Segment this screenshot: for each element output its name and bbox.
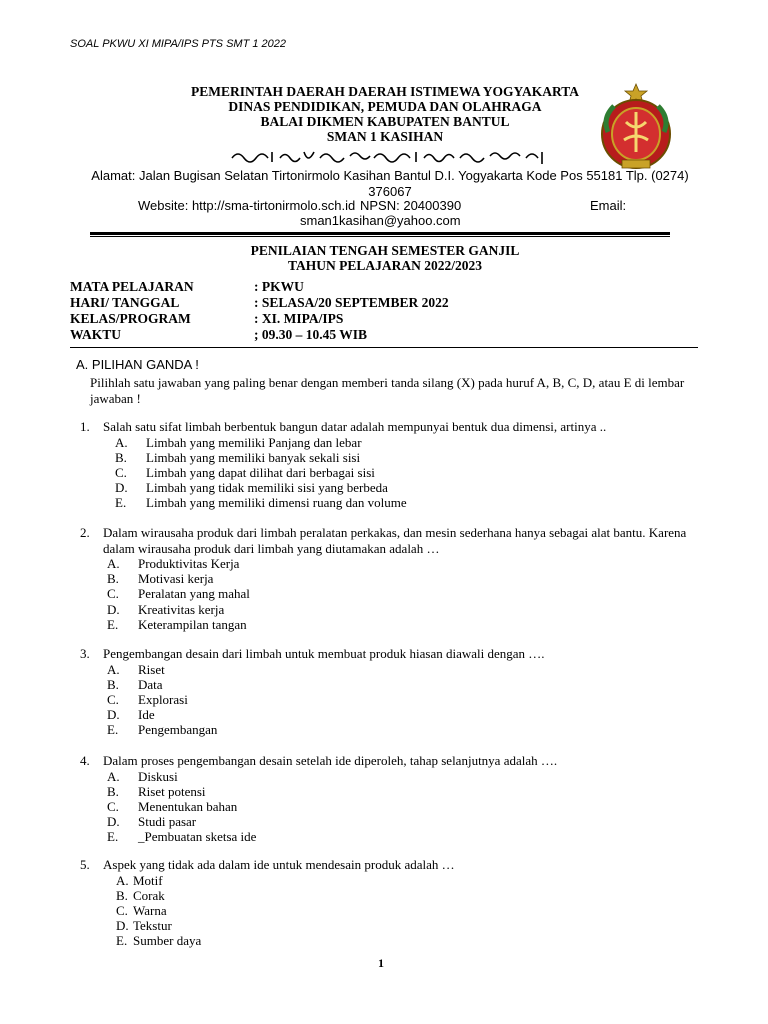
section-a-title: A. PILIHAN GANDA ! xyxy=(76,357,199,372)
option-letter: D. xyxy=(107,601,120,617)
question-stem: Dalam proses pengembangan desain setelah ide diperoleh, tahap selanjutnya adalah …. xyxy=(103,753,558,768)
option-d[interactable] xyxy=(107,707,700,722)
option-letter: E. xyxy=(107,722,119,738)
option-list xyxy=(116,873,700,949)
option-text: Diskusi xyxy=(138,768,178,784)
option-text: _Pembuatan sketsa ide xyxy=(138,829,257,845)
option-d[interactable] xyxy=(107,602,700,617)
question-1 xyxy=(80,419,700,510)
question-number: 2. xyxy=(80,525,90,540)
option-c[interactable] xyxy=(107,692,700,707)
letterhead-line-2: DINAS PENDIDIKAN, PEMUDA DAN OLAHRAGA xyxy=(228,99,542,114)
option-letter: B. xyxy=(107,783,119,799)
option-b[interactable] xyxy=(107,784,700,799)
option-e[interactable] xyxy=(116,933,700,948)
option-d[interactable] xyxy=(115,480,700,495)
option-text: Sumber daya xyxy=(133,933,202,949)
option-text: Warna xyxy=(133,902,167,918)
option-c[interactable] xyxy=(116,903,700,918)
option-text: Kreativitas kerja xyxy=(138,601,225,617)
option-letter: E. xyxy=(107,829,119,845)
letterhead-line-4: SMAN 1 KASIHAN xyxy=(326,129,444,144)
document-header: SOAL PKWU XI MIPA/IPS PTS SMT 1 2022 xyxy=(70,38,286,50)
letterhead-rule-thin xyxy=(90,236,670,237)
exam-info-label: WAKTU xyxy=(70,327,122,342)
section-divider xyxy=(70,347,698,348)
option-letter: E. xyxy=(115,495,127,511)
exam-title-line-2: TAHUN PELAJARAN 2022/2023 xyxy=(287,258,482,273)
question-stem: Salah satu sifat limbah berbentuk bangun datar adalah mempunyai bentuk dua dimensi, artinya .. xyxy=(103,419,607,434)
exam-info-label: MATA PELAJARAN xyxy=(70,279,194,294)
option-a[interactable] xyxy=(107,556,700,571)
question-number: 1. xyxy=(80,419,90,434)
option-text: Corak xyxy=(133,887,165,903)
option-text: Limbah yang memiliki banyak sekali sisi xyxy=(146,449,361,465)
option-letter: E. xyxy=(116,933,128,949)
option-b[interactable] xyxy=(107,571,700,586)
question-stem: Aspek yang tidak ada dalam ide untuk mendesain produk adalah … xyxy=(103,857,455,872)
option-d[interactable] xyxy=(116,918,700,933)
letterhead-line-3: BALAI DIKMEN KABUPATEN BANTUL xyxy=(260,114,510,129)
option-list xyxy=(107,556,700,632)
email-label: Email: xyxy=(590,198,627,213)
option-text: Limbah yang memiliki dimensi ruang dan volume xyxy=(146,495,407,511)
exam-title-line-1: PENILAIAN TENGAH SEMESTER GANJIL xyxy=(250,243,520,258)
option-c[interactable] xyxy=(107,586,700,601)
option-letter: A. xyxy=(107,661,120,677)
question-number: 3. xyxy=(80,646,90,661)
option-letter: A. xyxy=(116,872,129,888)
exam-info-row xyxy=(70,327,367,343)
option-text: Limbah yang memiliki Panjang dan lebar xyxy=(146,434,362,450)
letterhead-rule-thick xyxy=(90,232,670,235)
option-text: Explorasi xyxy=(138,691,188,707)
exam-info-value: ; 09.30 – 10.45 WIB xyxy=(254,327,368,342)
exam-info-value: : SELASA/20 SEPTEMBER 2022 xyxy=(254,295,449,310)
option-text: Ide xyxy=(138,707,155,723)
option-text: Peralatan yang mahal xyxy=(138,586,250,602)
option-text: Keterampilan tangan xyxy=(138,616,247,632)
option-text: Riset potensi xyxy=(138,783,206,799)
exam-info-label: HARI/ TANGGAL xyxy=(70,295,180,310)
option-text: Data xyxy=(138,676,163,692)
option-letter: D. xyxy=(107,814,120,830)
option-c[interactable] xyxy=(115,465,700,480)
option-letter: A. xyxy=(115,434,128,450)
option-letter: B. xyxy=(116,887,128,903)
option-letter: B. xyxy=(107,571,119,587)
option-letter: E. xyxy=(107,616,119,632)
question-number: 4. xyxy=(80,753,90,768)
page-number: 1 xyxy=(378,956,384,970)
option-e[interactable] xyxy=(107,617,700,632)
option-c[interactable] xyxy=(107,799,700,814)
option-text: Motif xyxy=(133,872,163,888)
yogyakarta-crest-icon xyxy=(596,82,676,174)
school-email[interactable]: sman1kasihan@yahoo.com xyxy=(300,213,461,228)
option-e[interactable] xyxy=(107,722,700,737)
option-letter: D. xyxy=(116,918,129,934)
option-letter: B. xyxy=(107,676,119,692)
section-a-instruction: Pilihlah satu jawaban yang paling benar dengan memberi tanda silang (X) pada huruf A, B, C, D, atau E di lembar jawaban ! xyxy=(90,375,685,406)
option-letter: A. xyxy=(107,768,120,784)
option-b[interactable] xyxy=(115,450,700,465)
school-address: Alamat: Jalan Bugisan Selatan Tirtonirmolo Kasihan Bantul D.I. Yogyakarta Kode Pos 55181 Tlp. (0274) 376067 xyxy=(91,168,689,199)
option-d[interactable] xyxy=(107,814,700,829)
option-e[interactable] xyxy=(107,829,700,844)
option-text: Motivasi kerja xyxy=(138,571,214,587)
option-e[interactable] xyxy=(115,495,700,510)
option-letter: A. xyxy=(107,556,120,571)
option-text: Produktivitas Kerja xyxy=(138,556,240,571)
option-list xyxy=(107,662,700,738)
school-website[interactable]: Website: http://sma-tirtonirmolo.sch.id xyxy=(138,198,356,213)
option-letter: C. xyxy=(107,798,119,814)
option-letter: C. xyxy=(116,902,128,918)
question-5 xyxy=(80,857,700,948)
letterhead-line-1: PEMERINTAH DAERAH DAERAH ISTIMEWA YOGYAKARTA xyxy=(190,84,580,99)
school-npsn: NPSN: 20400390 xyxy=(360,198,462,213)
option-b[interactable] xyxy=(107,677,700,692)
option-letter: B. xyxy=(115,449,127,465)
javanese-script-decoration xyxy=(228,146,548,168)
exam-info-row xyxy=(70,295,449,311)
exam-info-value: : PKWU xyxy=(254,279,304,294)
option-list xyxy=(107,769,700,845)
exam-info-label: KELAS/PROGRAM xyxy=(70,311,191,326)
question-number: 5. xyxy=(80,857,90,872)
option-letter: C. xyxy=(107,691,119,707)
question-2 xyxy=(80,525,700,632)
option-letter: D. xyxy=(115,480,128,496)
option-text: Limbah yang dapat dilihat dari berbagai sisi xyxy=(146,464,375,480)
exam-info-value: : XI. MIPA/IPS xyxy=(254,311,344,326)
option-a[interactable] xyxy=(107,662,700,677)
option-text: Riset xyxy=(138,661,165,677)
option-letter: C. xyxy=(107,586,119,602)
option-text: Studi pasar xyxy=(138,814,197,830)
option-a[interactable] xyxy=(115,435,700,450)
contact-line xyxy=(138,198,658,213)
question-3 xyxy=(80,646,700,737)
exam-info-row xyxy=(70,279,304,295)
exam-info-row xyxy=(70,311,343,327)
question-stem: Dalam wirausaha produk dari limbah peralatan perkakas, dan mesin sederhana hanya sebagai alat bantu. Karena dalam wirausaha produk dari limbah yang diutamakan adalah … xyxy=(103,525,687,556)
option-text: Limbah yang tidak memiliki sisi yang berbeda xyxy=(146,480,388,496)
option-text: Menentukan bahan xyxy=(138,798,238,814)
option-text: Tekstur xyxy=(133,918,172,934)
option-a[interactable] xyxy=(116,873,700,888)
option-letter: C. xyxy=(115,464,127,480)
question-stem: Pengembangan desain dari limbah untuk membuat produk hiasan diawali dengan …. xyxy=(103,646,545,661)
option-letter: D. xyxy=(107,707,120,723)
option-list xyxy=(115,435,700,511)
option-a[interactable] xyxy=(107,769,700,784)
option-b[interactable] xyxy=(116,888,700,903)
question-4 xyxy=(80,753,700,844)
option-text: Pengembangan xyxy=(138,722,218,738)
